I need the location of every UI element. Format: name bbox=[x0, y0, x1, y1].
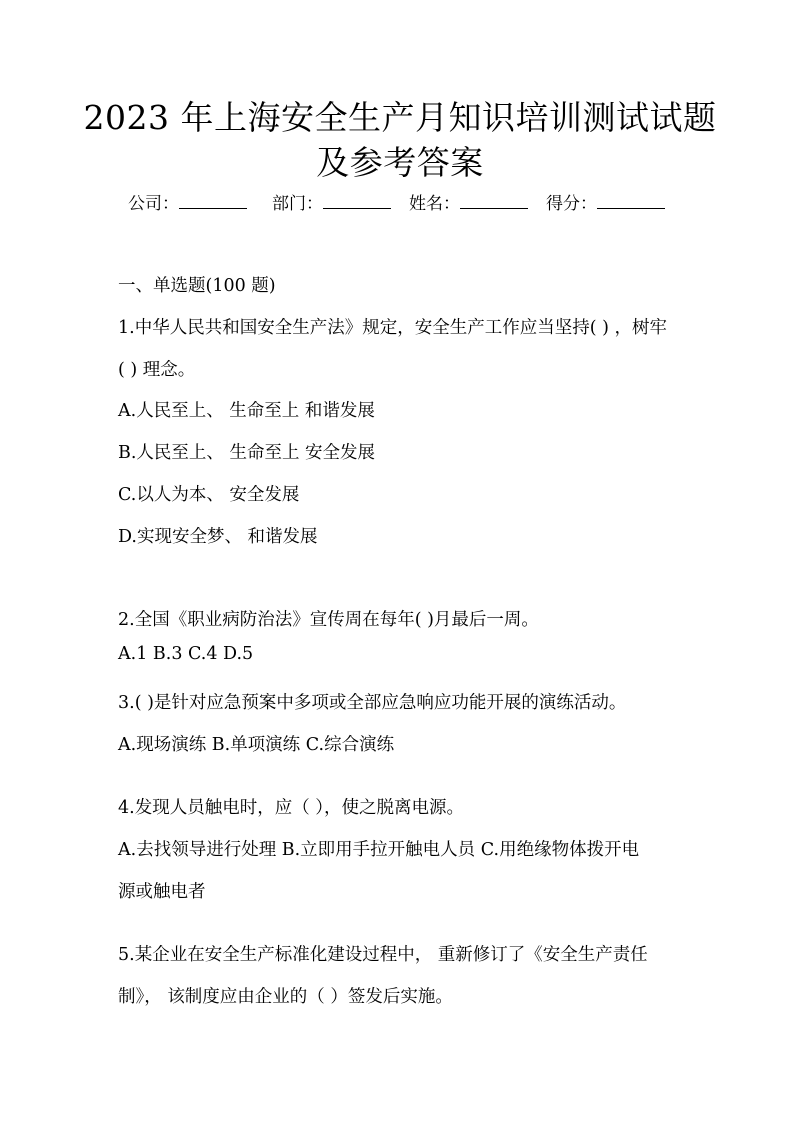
department-blank bbox=[323, 191, 391, 209]
question-1-stem-line-1: 1.中华人民共和国安全生产法》规定，安全生产工作应当坚持( ) ，树牢 bbox=[118, 318, 667, 338]
question-3-stem: 3.( )是针对应急预案中多项或全部应急响应功能开展的演练活动。 bbox=[118, 693, 627, 713]
department-label: 部门： bbox=[272, 194, 323, 214]
name-field bbox=[409, 191, 528, 216]
department-field bbox=[272, 191, 391, 216]
company-label: 公司： bbox=[128, 194, 179, 214]
question-4-options-line-1: A.去找领导进行处理 B.立即用手拉开触电人员 C.用绝缘物体拨开电 bbox=[118, 840, 640, 860]
name-blank bbox=[460, 191, 528, 209]
score-blank bbox=[597, 191, 665, 209]
question-5-stem-line-1: 5.某企业在安全生产标准化建设过程中， 重新修订了《安全生产责任 bbox=[118, 945, 648, 965]
question-3-options: A.现场演练 B.单项演练 C.综合演练 bbox=[118, 735, 395, 755]
question-1-stem-line-2: ( ) 理念。 bbox=[118, 360, 196, 380]
name-label: 姓名： bbox=[409, 194, 460, 214]
question-2-stem: 2.全国《职业病防治法》宣传周在每年( )月最后一周。 bbox=[118, 610, 539, 630]
score-field bbox=[546, 191, 665, 216]
question-4-stem: 4.发现人员触电时，应（ ），使之脱离电源。 bbox=[118, 798, 465, 818]
question-2-options: A.1 B.3 C.4 D.5 bbox=[118, 644, 254, 664]
score-label: 得分： bbox=[546, 194, 597, 214]
question-1-option-b: B.人民至上、 生命至上 安全发展 bbox=[118, 443, 376, 463]
document-title-line-2: 及参考答案 bbox=[316, 143, 484, 182]
question-1-option-c: C.以人为本、 安全发展 bbox=[118, 485, 300, 505]
section-heading: 一、单选题(100 题) bbox=[118, 276, 276, 296]
info-fields-row bbox=[128, 191, 688, 215]
question-4-options-line-2: 源或触电者 bbox=[118, 882, 206, 902]
document-title-line-1: 2023 年上海安全生产月知识培训测试试题 bbox=[83, 98, 717, 137]
company-field bbox=[128, 191, 247, 216]
question-5-stem-line-2: 制》， 该制度应由企业的（ ）签发后实施。 bbox=[118, 987, 453, 1007]
question-1-option-a: A.人民至上、 生命至上 和谐发展 bbox=[118, 401, 375, 421]
company-blank bbox=[179, 191, 247, 209]
question-1-option-d: D.实现安全梦、 和谐发展 bbox=[118, 527, 318, 547]
